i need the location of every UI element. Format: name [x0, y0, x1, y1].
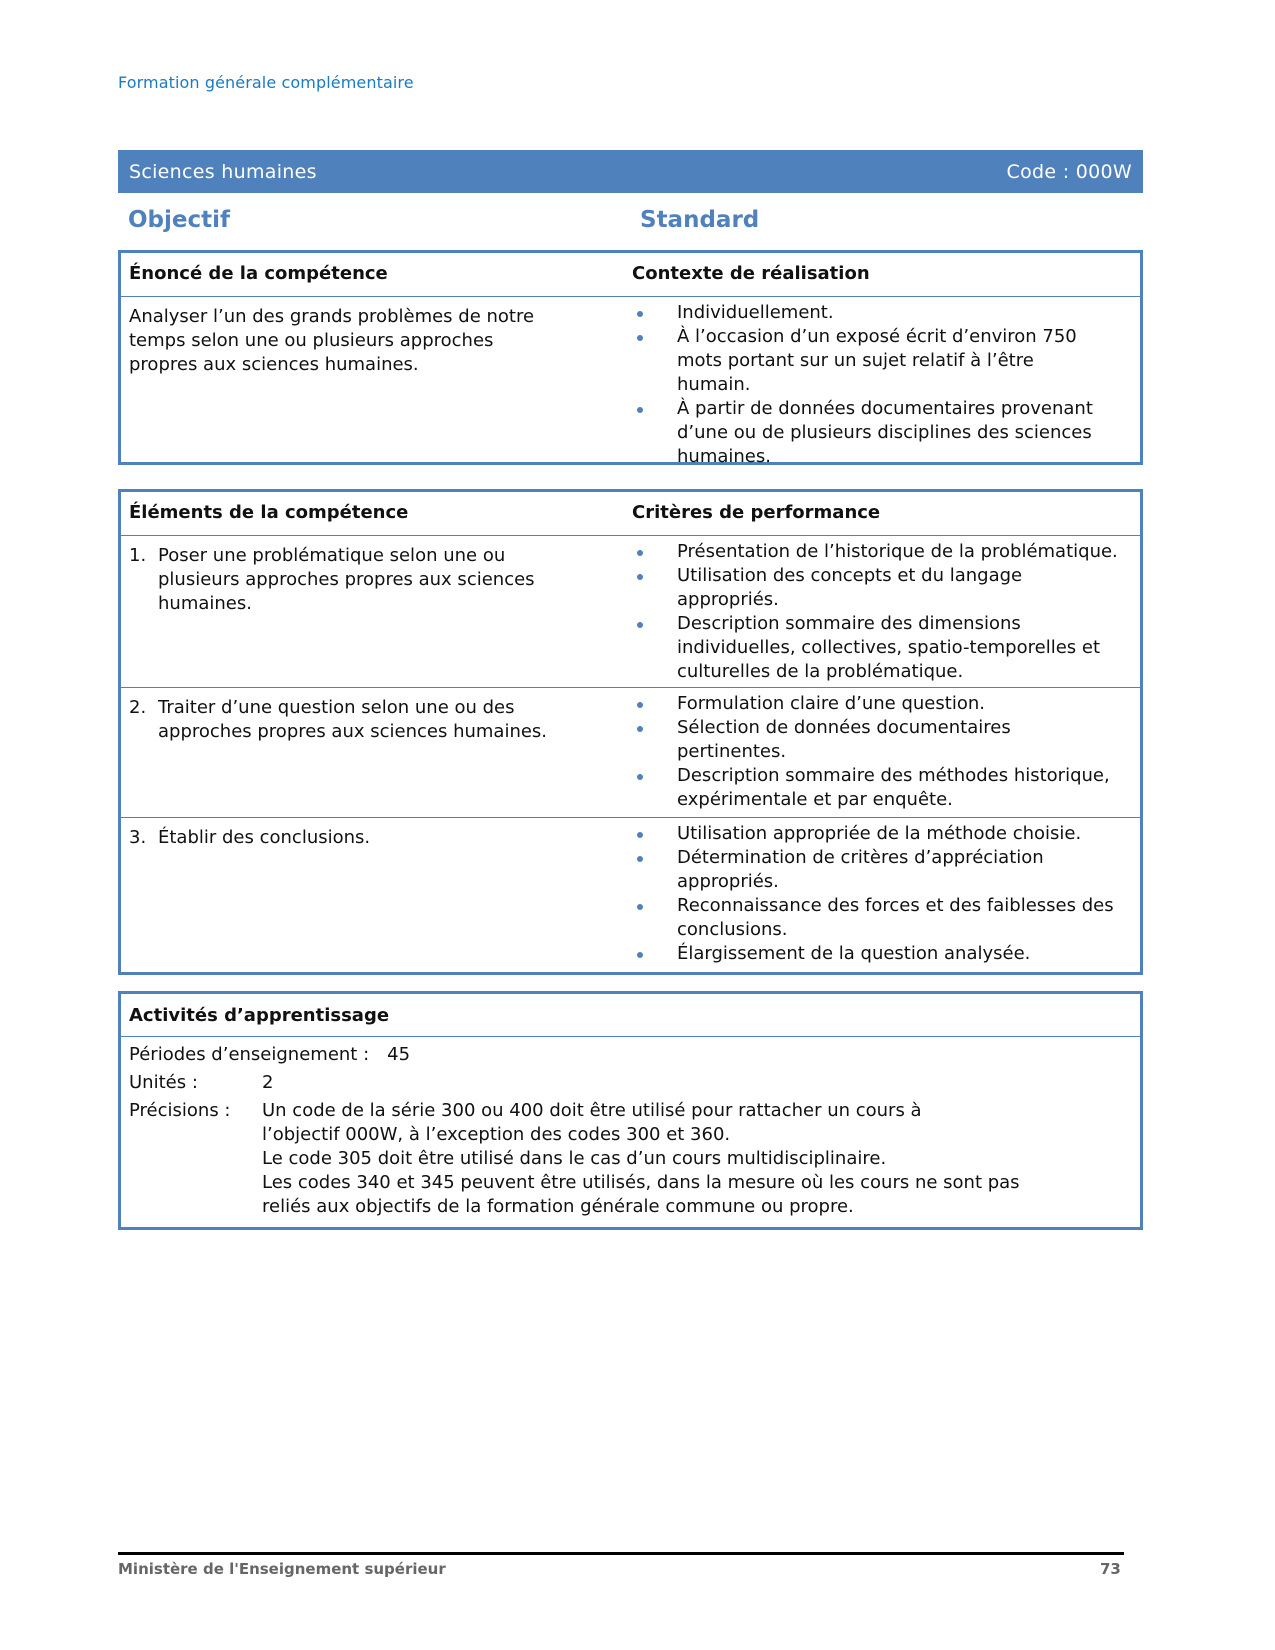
- units-row: [129, 1071, 1132, 1095]
- context-item: Individuellement.: [632, 301, 1134, 325]
- criteria-list: [632, 822, 1134, 966]
- details-line: reliés aux objectifs de la formation générale commune ou propre.: [262, 1196, 854, 1217]
- footer-publisher: Ministère de l'Enseignement supérieur: [118, 1560, 446, 1578]
- element-text: Traiter d’une question selon une ou des approches propres aux sciences humaines.: [158, 696, 548, 742]
- details-label: Précisions :: [129, 1100, 231, 1121]
- page-number: 73: [1100, 1560, 1121, 1578]
- periods-row: [129, 1043, 1132, 1067]
- criteria-item: Utilisation des concepts et du langage appropriés.: [632, 564, 1134, 612]
- criteria-header: Critères de performance: [632, 492, 1140, 535]
- criteria-item: Élargissement de la question analysée.: [632, 942, 1134, 966]
- details-line: Le code 305 doit être utilisé dans le cas d’un cours multidisciplinaire.: [262, 1148, 887, 1169]
- context-item: À l’occasion d’un exposé écrit d’environ 750 mots portant sur un sujet relatif à l’être humain.: [632, 325, 1134, 397]
- periods-label: Périodes d’enseignement :: [129, 1044, 370, 1065]
- element-number: 2.: [129, 696, 147, 718]
- criteria-item: Sélection de données documentaires pertinentes.: [632, 716, 1134, 764]
- competency-statement-box: [118, 250, 1143, 465]
- subject-title: Sciences humaines: [129, 160, 317, 183]
- element-row: [121, 687, 1140, 817]
- periods-value: 45: [387, 1044, 411, 1065]
- criteria-item: Détermination de critères d’appréciation appropriés.: [632, 846, 1134, 894]
- context-header: Contexte de réalisation: [632, 253, 1140, 296]
- element-number: 1.: [129, 544, 147, 566]
- element-text: Établir des conclusions.: [158, 826, 371, 848]
- criteria-item: Description sommaire des méthodes historique, expérimentale et par enquête.: [632, 764, 1134, 812]
- details-row: [129, 1099, 1132, 1219]
- units-value: 2: [262, 1072, 274, 1093]
- elements-header: Éléments de la compétence: [121, 492, 632, 535]
- competency-elements-box: [118, 489, 1143, 975]
- element-number: 3.: [129, 826, 147, 848]
- column-headings: [118, 207, 1143, 241]
- criteria-item: Utilisation appropriée de la méthode choisie.: [632, 822, 1134, 846]
- element-text: Poser une problématique selon une ou plusieurs approches propres aux sciences humaines.: [158, 544, 535, 614]
- element-row: [121, 535, 1140, 687]
- criteria-item: Reconnaissance des forces et des faiblesses des conclusions.: [632, 894, 1134, 942]
- activities-header: Activités d’apprentissage: [121, 994, 1140, 1037]
- criteria-list: [632, 692, 1134, 812]
- objective-heading: Objectif: [128, 207, 231, 233]
- details-line: Les codes 340 et 345 peuvent être utilisés, dans la mesure où les cours ne sont pas: [262, 1172, 1020, 1193]
- element-row: [121, 817, 1140, 966]
- standard-heading: Standard: [640, 207, 760, 233]
- criteria-item: Formulation claire d’une question.: [632, 692, 1134, 716]
- criteria-list: [632, 540, 1134, 684]
- running-head: Formation générale complémentaire: [118, 73, 414, 92]
- competency-statement: Analyser l’un des grands problèmes de notre temps selon une ou plusieurs approches propres aux sciences humaines.: [129, 305, 535, 375]
- details-line: l’objectif 000W, à l’exception des codes 300 et 360.: [262, 1124, 731, 1145]
- criteria-item: Description sommaire des dimensions individuelles, collectives, spatio-temporelles et culturelles de la problématique.: [632, 612, 1134, 684]
- units-label: Unités :: [129, 1072, 198, 1093]
- context-list: [632, 301, 1134, 469]
- details-text: [262, 1099, 1020, 1219]
- course-code: Code : 000W: [1006, 160, 1132, 183]
- criteria-item: Présentation de l’historique de la problématique.: [632, 540, 1134, 564]
- title-bar: [118, 150, 1143, 193]
- details-line: Un code de la série 300 ou 400 doit être utilisé pour rattacher un cours à: [262, 1100, 922, 1121]
- context-item: À partir de données documentaires provenant d’une ou de plusieurs disciplines des sciences humaines.: [632, 397, 1134, 469]
- footer-rule: [118, 1552, 1124, 1555]
- learning-activities-box: [118, 991, 1143, 1230]
- statement-header: Énoncé de la compétence: [121, 253, 632, 296]
